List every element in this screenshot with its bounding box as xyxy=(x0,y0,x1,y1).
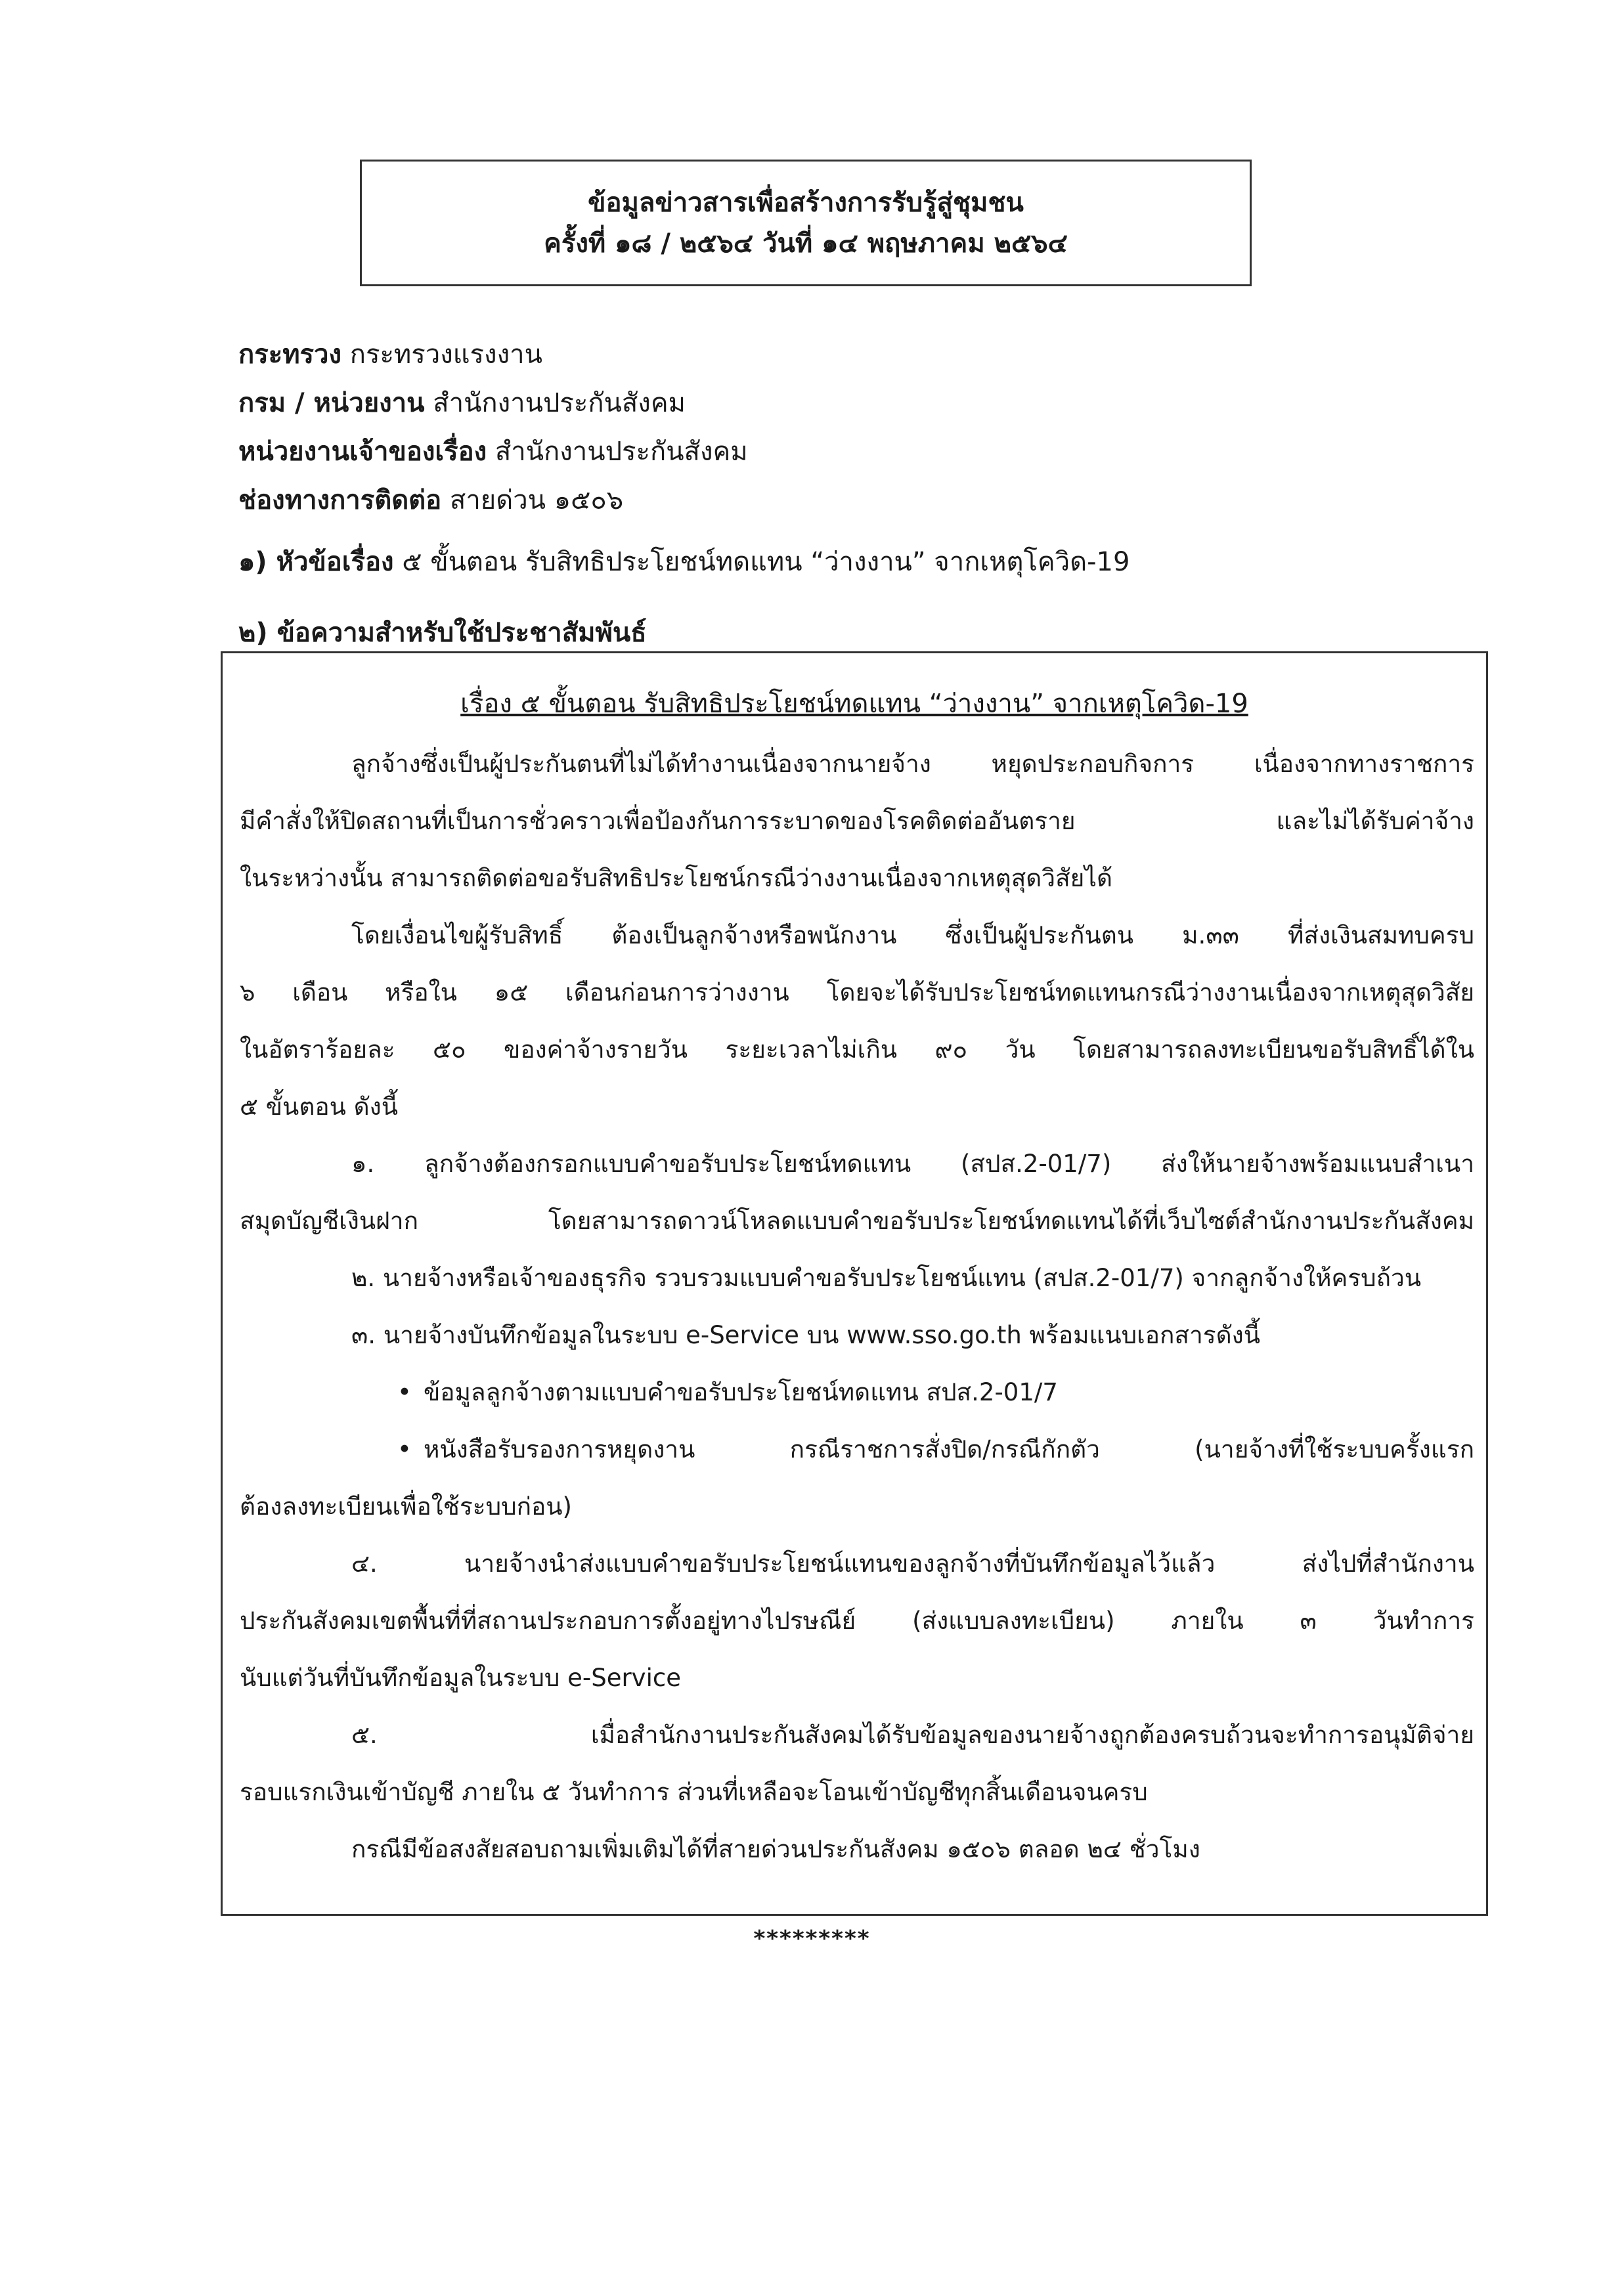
body-line: ๕ ขั้นตอน ดังนี้ xyxy=(240,1093,399,1121)
header-issue-date: ครั้งที่ ๑๘ / ๒๕๖๔ วันที่ ๑๔ พฤษภาคม ๒๕๖๔ xyxy=(544,228,1068,259)
bullet-item xyxy=(240,1431,1474,1488)
step-3-line: ๓. นายจ้างบันทึกข้อมูลในระบบ e-Service บน www.sso.go.th พร้อมแนบเอกสารดังนี้ xyxy=(351,1321,1261,1349)
story-body xyxy=(240,745,1474,1888)
ministry-value: กระทรวงแรงงาน xyxy=(341,339,542,370)
bullet-icon: • xyxy=(397,1378,412,1406)
meta-block xyxy=(238,335,1486,529)
contact-value: สายด่วน ๑๕๐๖ xyxy=(441,485,624,515)
step-4-line: ๔. นายจ้างนำส่งแบบคำขอรับประโยชน์แทนของลูกจ้างที่บันทึกข้อมูลไว้แล้ว ส่งไปที่สำนักงาน xyxy=(351,1549,1474,1578)
body-line: ๖ เดือน หรือใน ๑๕ เดือนก่อนการว่างงาน โดยจะได้รับประโยชน์ทดแทนกรณีว่างงานเนื่องจากเหตุสุดวิสัย xyxy=(240,978,1474,1007)
meta-ministry xyxy=(238,335,1486,383)
header-box xyxy=(360,160,1252,286)
step-2-line: ๒. นายจ้างหรือเจ้าของธุรกิจ รวบรวมแบบคำขอรับประโยชน์แทน (สปส.2-01/7) จากลูกจ้างให้ครบถ้วน xyxy=(351,1264,1422,1292)
story-title: เรื่อง ๕ ขั้นตอน รับสิทธิประโยชน์ทดแทน “ว่างงาน” จากเหตุโควิด-19 xyxy=(460,689,1248,719)
ministry-label: กระทรวง xyxy=(238,339,342,370)
topic-value: ๕ ขั้นตอน รับสิทธิประโยชน์ทดแทน “ว่างงาน” จากเหตุโควิด-19 xyxy=(393,547,1130,577)
hotline-line: กรณีมีข้อสงสัยสอบถามเพิ่มเติมได้ที่สายด่วนประกันสังคม ๑๕๐๖ ตลอด ๒๔ ชั่วโมง xyxy=(351,1835,1200,1863)
section-topic xyxy=(238,542,1130,582)
meta-contact xyxy=(238,481,1486,529)
body-line: มีคำสั่งให้ปิดสถานที่เป็นการชั่วคราวเพื่อป้องกันการระบาดของโรคติดต่ออันตราย และไม่ได้รับค่าจ้าง xyxy=(240,807,1474,835)
owner-value: สำนักงานประกันสังคม xyxy=(487,437,748,467)
step-5-line: ๕. เมื่อสำนักงานประกันสังคมได้รับข้อมูลของนายจ้างถูกต้องครบถ้วนจะทำการอนุมัติจ่าย xyxy=(351,1721,1474,1749)
department-label: กรม / หน่วยงาน xyxy=(238,388,425,418)
content-box xyxy=(221,651,1488,1916)
meta-owner xyxy=(238,432,1486,481)
owner-label: หน่วยงานเจ้าของเรื่อง xyxy=(238,437,487,467)
body-line: โดยเงื่อนไขผู้รับสิทธิ์ ต้องเป็นลูกจ้างหรือพนักงาน ซึ่งเป็นผู้ประกันตน ม.๓๓ ที่ส่งเงินสมทบครบ xyxy=(351,921,1474,949)
end-marker: ********* xyxy=(753,1926,871,1952)
bullet-icon: • xyxy=(397,1435,412,1463)
body-line: ในอัตราร้อยละ ๕๐ ของค่าจ้างรายวัน ระยะเวลาไม่เกิน ๙๐ วัน โดยสามารถลงทะเบียนขอรับสิทธิ์ได้ใน xyxy=(240,1035,1474,1064)
body-line: ต้องลงทะเบียนเพื่อใช้ระบบก่อน) xyxy=(240,1492,572,1521)
bullet-text: ข้อมูลลูกจ้างตามแบบคำขอรับประโยชน์ทดแทน สปส.2-01/7 xyxy=(424,1378,1058,1406)
step-1-line: สมุดบัญชีเงินฝาก โดยสามารถดาวน์โหลดแบบคำขอรับประโยชน์ทดแทนได้ที่เว็บไซต์สำนักงานประกันสังคม xyxy=(240,1207,1474,1235)
topic-label: ๑) หัวข้อเรื่อง xyxy=(238,547,394,577)
body-line: ในระหว่างนั้น สามารถติดต่อขอรับสิทธิประโยชน์กรณีว่างงานเนื่องจากเหตุสุดวิสัยได้ xyxy=(240,864,1112,892)
step-4-line: ประกันสังคมเขตพื้นที่ที่สถานประกอบการตั้งอยู่ทางไปรษณีย์ (ส่งแบบลงทะเบียน) ภายใน ๓ วันทำการ xyxy=(240,1607,1474,1635)
meta-department xyxy=(238,383,1486,432)
body-line: ลูกจ้างซึ่งเป็นผู้ประกันตนที่ไม่ได้ทำงานเนื่องจากนายจ้าง หยุดประกอบกิจการ เนื่องจากทางราชการ xyxy=(351,750,1474,778)
header-title: ข้อมูลข่าวสารเพื่อสร้างการรับรู้สู่ชุมชน xyxy=(588,187,1024,218)
step-5-line: รอบแรกเงินเข้าบัญชี ภายใน ๕ วันทำการ ส่วนที่เหลือจะโอนเข้าบัญชีทุกสิ้นเดือนจนครบ xyxy=(240,1778,1148,1806)
step-1-line: ๑. ลูกจ้างต้องกรอกแบบคำขอรับประโยชน์ทดแทน (สปส.2-01/7) ส่งให้นายจ้างพร้อมแนบสำเนา xyxy=(351,1150,1474,1178)
department-value: สำนักงานประกันสังคม xyxy=(424,388,686,418)
step-4-line: นับแต่วันที่บันทึกข้อมูลในระบบ e-Service xyxy=(240,1664,681,1692)
contact-label: ช่องทางการติดต่อ xyxy=(238,485,442,515)
bullet-item xyxy=(240,1374,1474,1431)
section-pr-heading: ๒) ข้อความสำหรับใช้ประชาสัมพันธ์ xyxy=(238,618,647,648)
bullet-text: หนังสือรับรองการหยุดงาน กรณีราชการสั่งปิด/กรณีกักตัว (นายจ้างที่ใช้ระบบครั้งแรก xyxy=(424,1435,1474,1463)
